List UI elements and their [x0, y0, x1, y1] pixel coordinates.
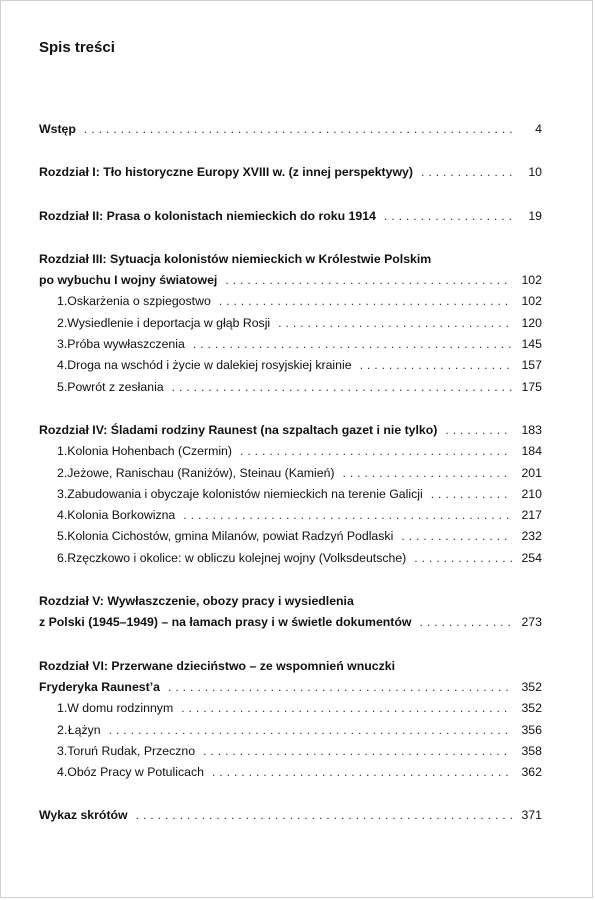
toc-subentry[interactable] — [39, 762, 542, 783]
toc-page-number: 102 — [521, 273, 542, 288]
toc-page-number: 210 — [521, 486, 542, 501]
toc-subentry-number: 1. — [57, 444, 68, 459]
table-of-contents — [39, 119, 542, 827]
toc-subentry-label: Kolonia Hohenbach (Czermin) — [67, 444, 232, 459]
toc-entry-chapter-1[interactable] — [39, 162, 542, 183]
leader-dots — [181, 698, 512, 719]
toc-page-number: 175 — [521, 379, 542, 394]
toc-page-number: 183 — [521, 422, 542, 437]
leader-dots — [193, 334, 512, 355]
toc-subentry-label: Łążyn — [67, 722, 101, 737]
toc-entry-label: Rozdział I: Tło historyczne Europy XVIII w. (z innej perspektywy) — [39, 165, 413, 180]
leader-dots — [360, 355, 512, 376]
leader-dots — [172, 377, 512, 398]
leader-dots — [168, 677, 512, 698]
toc-subentry[interactable] — [39, 720, 542, 741]
leader-dots — [203, 741, 512, 762]
toc-entry-chapter-6-line1[interactable]: Rozdział VI: Przerwane dzieciństwo – ze wspomnień wnuczki — [39, 658, 396, 673]
toc-page-number: 358 — [521, 743, 542, 758]
page-title: Spis treści — [39, 39, 115, 56]
leader-dots — [384, 206, 512, 227]
toc-subentry-label: Wysiedlenie i deportacja w głąb Rosji — [67, 315, 271, 330]
leader-dots — [136, 805, 512, 826]
leader-dots — [445, 420, 512, 441]
toc-subentry-number: 2. — [57, 315, 68, 330]
toc-subentry-number: 5. — [57, 529, 68, 544]
leader-dots — [401, 526, 512, 547]
leader-dots — [278, 313, 512, 334]
toc-subentry-number: 1. — [57, 701, 68, 716]
toc-page-number: 356 — [521, 722, 542, 737]
toc-page-number: 102 — [521, 294, 542, 309]
toc-entry-chapter-6[interactable] — [39, 677, 542, 698]
toc-subentry-number: 4. — [57, 765, 68, 780]
toc-page-number: 157 — [521, 358, 542, 373]
toc-subentry-label: Jeżowe, Ranischau (Raniżów), Steinau (Kamień) — [67, 465, 335, 480]
toc-page-number: 145 — [521, 337, 542, 352]
toc-page-number: 254 — [521, 550, 542, 565]
toc-entry-label: Wykaz skrótów — [39, 808, 128, 823]
toc-entry-label: Wstęp — [39, 122, 76, 136]
toc-page-number: 4 — [535, 122, 542, 136]
toc-page-number: 352 — [521, 701, 542, 716]
toc-page-number: 362 — [521, 765, 542, 780]
toc-subentry[interactable] — [39, 741, 542, 762]
toc-subentry[interactable] — [39, 441, 542, 462]
toc-subentry-number: 6. — [57, 550, 68, 565]
toc-subentry[interactable] — [39, 484, 542, 505]
toc-entry-label: Rozdział II: Prasa o kolonistach niemieckich do roku 1914 — [39, 208, 376, 223]
toc-page-number: 19 — [528, 208, 542, 223]
toc-subentry-label: Toruń Rudak, Przeczno — [67, 743, 196, 758]
toc-subentry-label: Zabudowania i obyczaje kolonistów niemieckich na terenie Galicji — [67, 486, 423, 501]
toc-subentry-label: Oskarżenia o szpiegostwo — [67, 294, 211, 309]
toc-subentry-number: 2. — [57, 465, 68, 480]
toc-page-number: 352 — [521, 679, 542, 694]
leader-dots — [225, 270, 512, 291]
leader-dots — [431, 484, 512, 505]
toc-page-number: 371 — [521, 808, 542, 823]
toc-subentry-label: Kolonia Borkowizna — [67, 508, 176, 523]
toc-page-number: 273 — [521, 615, 542, 630]
leader-dots — [419, 612, 512, 633]
leader-dots — [84, 119, 512, 140]
toc-subentry[interactable] — [39, 377, 542, 398]
toc-subentry[interactable] — [39, 334, 542, 355]
toc-page-number: 184 — [521, 444, 542, 459]
leader-dots — [109, 720, 512, 741]
toc-page-number: 232 — [521, 529, 542, 544]
toc-subentry-label: Obóz Pracy w Potulicach — [67, 765, 204, 780]
leader-dots — [183, 505, 512, 526]
toc-entry-label: Rozdział IV: Śladami rodziny Raunest (na szpaltach gazet i nie tylko) — [39, 422, 438, 437]
toc-subentry-number: 4. — [57, 358, 68, 373]
toc-page-number: 10 — [528, 165, 542, 180]
leader-dots — [414, 548, 512, 569]
toc-subentry-number: 1. — [57, 294, 68, 309]
toc-subentry-label: Droga na wschód i życie w dalekiej rosyjskiej krainie — [67, 358, 352, 373]
toc-subentry-number: 5. — [57, 379, 68, 394]
toc-subentry-label: Kolonia Cichostów, gmina Milanów, powiat Radzyń Podlaski — [67, 529, 394, 544]
toc-subentry[interactable] — [39, 526, 542, 547]
toc-entry-chapter-2[interactable] — [39, 206, 542, 227]
toc-entry-chapter-4[interactable] — [39, 420, 542, 441]
toc-entry-abbreviations[interactable] — [39, 805, 542, 826]
toc-subentry[interactable] — [39, 291, 542, 312]
toc-subentry-label: W domu rodzinnym — [67, 701, 174, 716]
toc-subentry[interactable] — [39, 463, 542, 484]
toc-entry-chapter-5-line1[interactable]: Rozdział V: Wywłaszczenie, obozy pracy i wysiedlenia — [39, 594, 354, 609]
toc-subentry-number: 3. — [57, 337, 68, 352]
toc-page-number: 120 — [521, 315, 542, 330]
toc-entry-chapter-3-line1[interactable]: Rozdział III: Sytuacja kolonistów niemieckich w Królestwie Polskim — [39, 251, 432, 266]
toc-subentry[interactable] — [39, 698, 542, 719]
toc-entry-label: z Polski (1945–1949) – na łamach prasy i w świetle dokumentów — [39, 615, 412, 630]
toc-subentry[interactable] — [39, 355, 542, 376]
toc-entry-label: Fryderyka Raunest’a — [39, 679, 160, 694]
toc-subentry[interactable] — [39, 505, 542, 526]
toc-subentry-number: 2. — [57, 722, 68, 737]
leader-dots — [421, 162, 512, 183]
toc-subentry[interactable] — [39, 313, 542, 334]
leader-dots — [219, 291, 512, 312]
toc-subentry-label: Rzęczkowo i okolice: w obliczu kolejnej wojny (Volksdeutsche) — [67, 550, 407, 565]
leader-dots — [343, 463, 512, 484]
toc-subentry-number: 4. — [57, 508, 68, 523]
toc-subentry-number: 3. — [57, 743, 68, 758]
toc-entry-intro[interactable] — [39, 119, 542, 140]
toc-entry-chapter-5[interactable] — [39, 612, 542, 633]
toc-subentry-number: 3. — [57, 486, 68, 501]
toc-entry-label: po wybuchu I wojny światowej — [39, 273, 218, 288]
toc-page-number: 217 — [521, 508, 542, 523]
toc-subentry-label: Powrót z zesłania — [67, 379, 164, 394]
toc-subentry-label: Próba wywłaszczenia — [67, 337, 185, 352]
leader-dots — [240, 441, 512, 462]
leader-dots — [212, 762, 512, 783]
toc-page-number: 201 — [521, 465, 542, 480]
toc-subentry[interactable] — [39, 548, 542, 569]
toc-entry-chapter-3[interactable] — [39, 270, 542, 291]
